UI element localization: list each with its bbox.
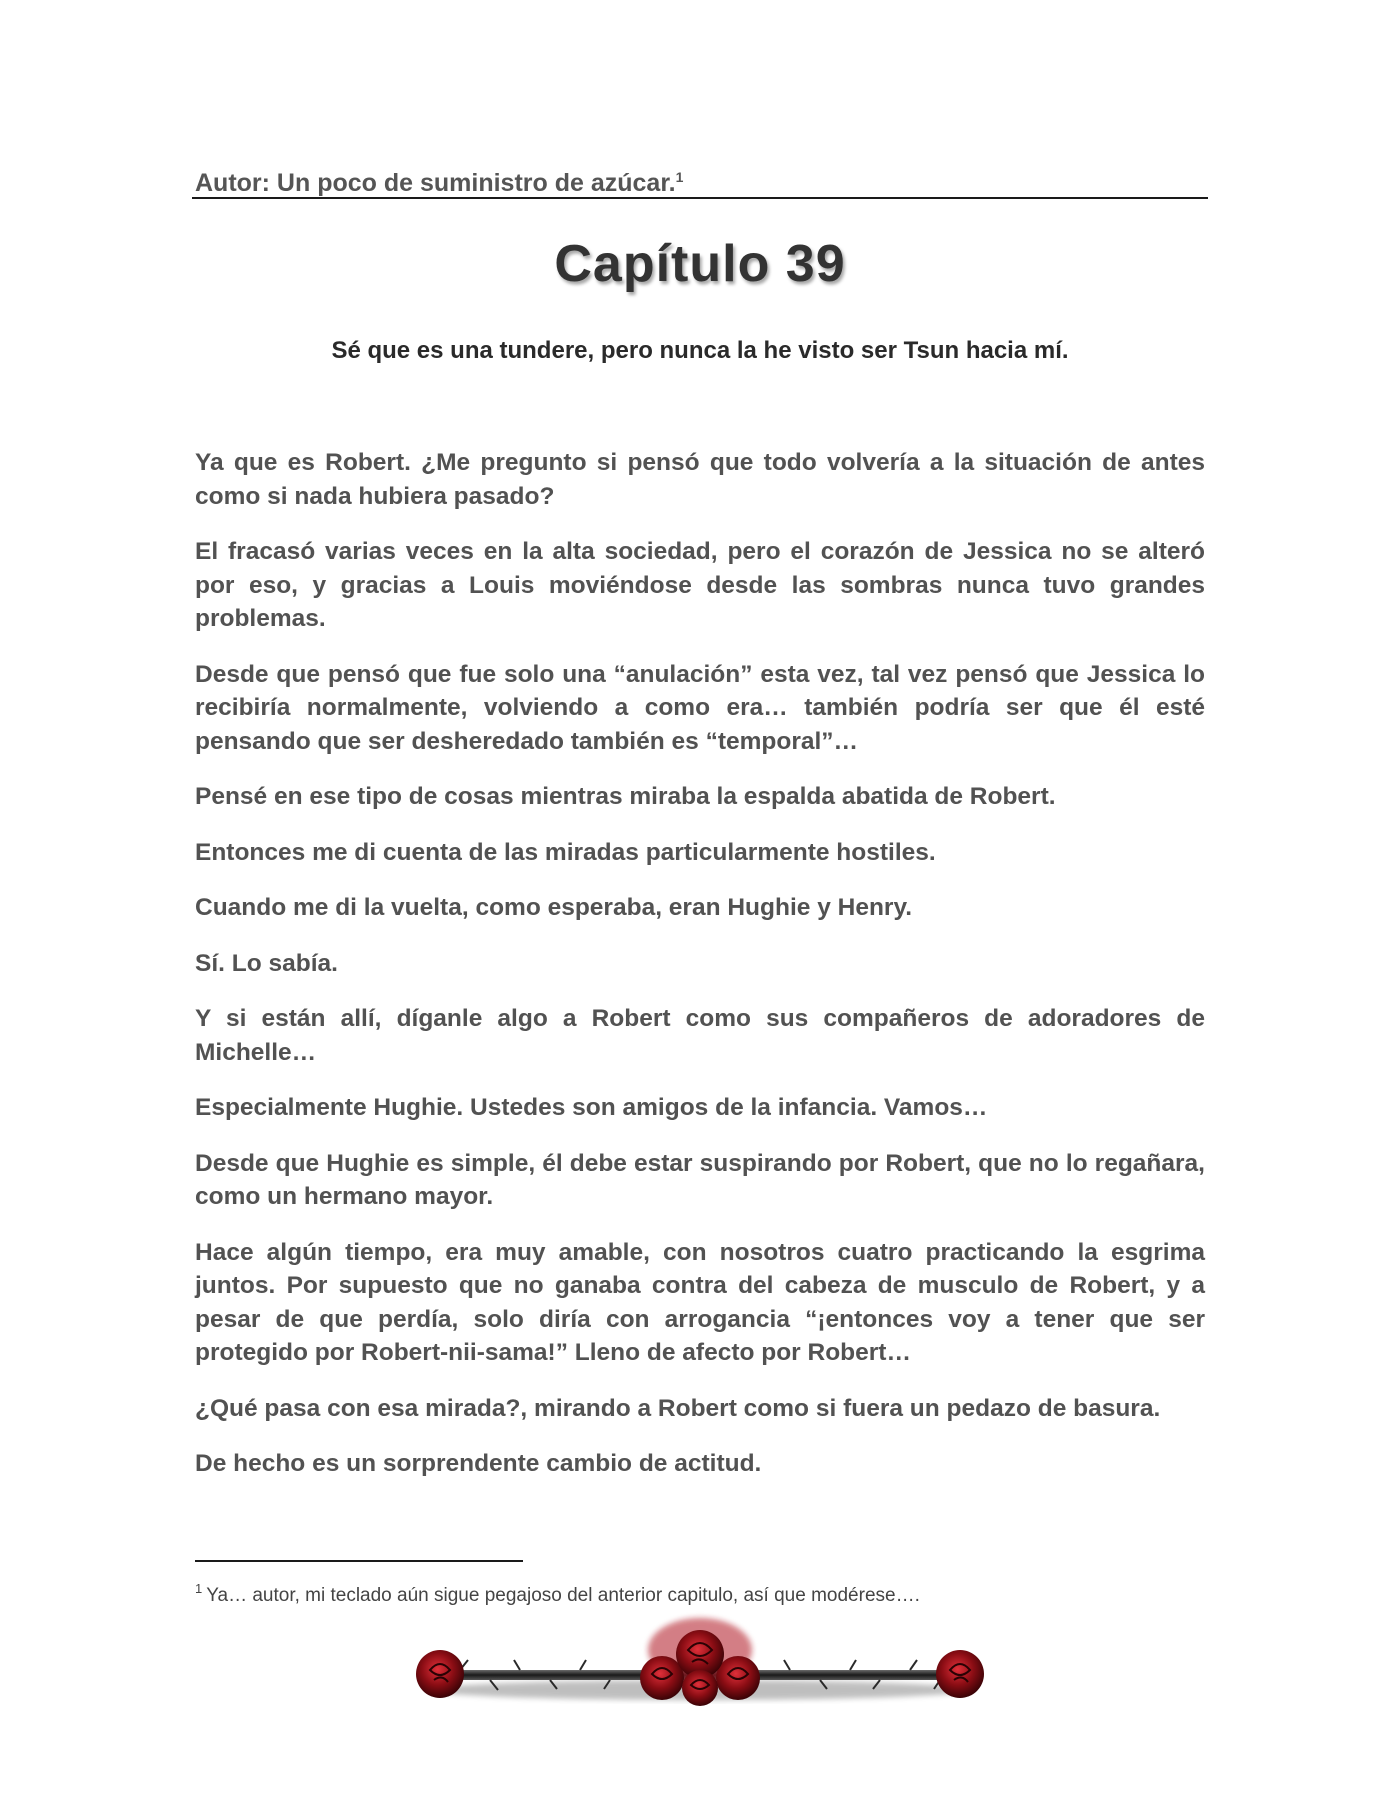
paragraph: De hecho es un sorprendente cambio de actitud. <box>195 1450 762 1477</box>
paragraph: Pensé en ese tipo de cosas mientras miraba la espalda abatida de Robert. <box>195 783 1056 810</box>
chapter-body <box>195 446 1205 1503</box>
paragraph: Desde que pensó que fue solo una “anulación” esta vez, tal vez pensó que Jessica lo recibiría normalmente, volviendo a como era… también podría ser que él esté pensando que ser desheredado también es “temporal”… <box>195 660 1205 755</box>
paragraph: Hace algún tiempo, era muy amable, con nosotros cuatro practicando la esgrima juntos. Por supuesto que no ganaba contra del cabeza de musculo de Robert, y a pesar de que perdía, solo diría con arrogancia “¡entonces voy a tener que ser protegido por Robert-nii-sama!” Lleno de afecto por Robert… <box>195 1238 1205 1366</box>
paragraph: Cuando me di la vuelta, como esperaba, eran Hughie y Henry. <box>195 894 913 921</box>
paragraph: El fracasó varias veces en la alta sociedad, pero el corazón de Jessica no se alteró por eso, y gracias a Louis moviéndose desde las sombras nunca tuvo grandes problemas. <box>195 538 1205 632</box>
footnote-reference[interactable]: 1 <box>675 169 684 185</box>
paragraph: Sí. Lo sabía. <box>195 949 338 977</box>
rose-divider-icon <box>400 1610 1000 1720</box>
footnote-text: Ya… autor, mi teclado aún sigue pegajoso del anterior capitulo, así que modérese…. <box>206 1585 920 1606</box>
author-text: Autor: Un poco de suministro de azúcar. <box>195 169 676 197</box>
author-line <box>195 160 1207 200</box>
paragraph: Ya que es Robert. ¿Me pregunto si pensó que todo volvería a la situación de antes como si nada hubiera pasado? <box>195 449 1205 510</box>
paragraph: Entonces me di cuenta de las miradas particularmente hostiles. <box>195 838 936 866</box>
footnote-divider <box>195 1560 523 1562</box>
footnote-number: 1 <box>195 1581 203 1596</box>
paragraph: Y si están allí, díganle algo a Robert como sus compañeros de adoradores de Michelle… <box>195 1005 1205 1066</box>
chapter-title: Capítulo 39 <box>554 235 846 293</box>
paragraph: ¿Qué pasa con esa mirada?, mirando a Robert como si fuera un pedazo de basura. <box>195 1394 1161 1422</box>
footnote <box>195 1576 1205 1609</box>
chapter-subtitle: Sé que es una tundere, pero nunca la he visto ser Tsun hacia mí. <box>331 337 1069 364</box>
paragraph: Especialmente Hughie. Ustedes son amigos de la infancia. Vamos… <box>195 1094 988 1121</box>
header-divider <box>192 197 1208 199</box>
paragraph: Desde que Hughie es simple, él debe estar suspirando por Robert, que no lo regañara, como un hermano mayor. <box>195 1149 1205 1210</box>
